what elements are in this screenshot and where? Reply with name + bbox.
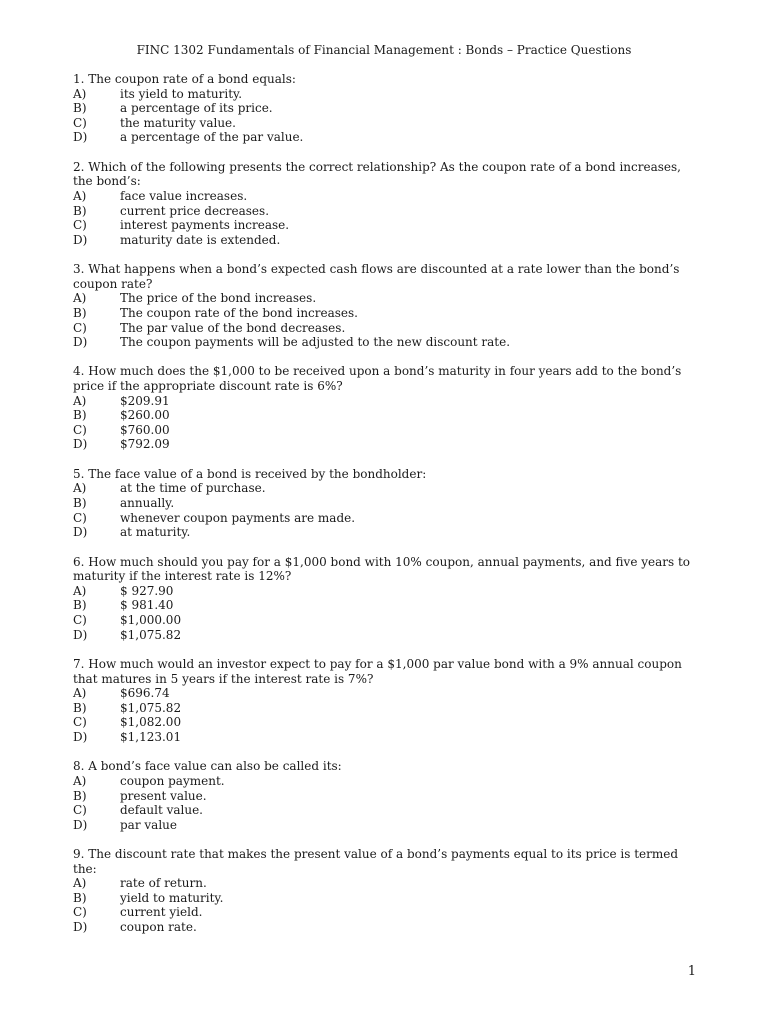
option-text: $1,075.82 — [120, 627, 182, 642]
option-text: interest payments increase. — [120, 218, 290, 233]
option-text: The coupon rate of the bond increases. — [120, 305, 358, 320]
question-stem: 9. The discount rate that makes the present value of a bond’s payments equal to its price is termed the: — [73, 847, 679, 876]
option-text: a percentage of the par value. — [120, 130, 304, 145]
option-letter: B) — [73, 101, 87, 116]
answer-option — [73, 803, 693, 818]
option-letter: D) — [73, 729, 88, 744]
option-letter: D) — [73, 437, 88, 452]
option-letter: D) — [73, 920, 88, 935]
question-stem: 5. The face value of a bond is received by the bondholder: — [73, 466, 427, 481]
answer-option — [73, 628, 693, 643]
option-letter: A) — [73, 393, 87, 408]
question-stem: 1. The coupon rate of a bond equals: — [73, 72, 296, 86]
answer-option — [73, 437, 693, 452]
option-text: $792.09 — [120, 437, 170, 452]
option-letter: B) — [73, 496, 87, 511]
answer-option — [73, 306, 693, 321]
answer-option — [73, 423, 693, 438]
question-stem: 3. What happens when a bond’s expected cash flows are discounted at a rate lower than the bond’s coupon rate? — [73, 262, 680, 291]
option-text: par value — [120, 817, 177, 832]
question-stem: 2. Which of the following presents the correct relationship? As the coupon rate of a bond increases, the bond’s: — [73, 159, 681, 189]
option-text: The price of the bond increases. — [120, 291, 317, 306]
answer-option — [73, 876, 693, 891]
option-letter: A) — [73, 188, 87, 203]
option-text: maturity date is extended. — [120, 232, 281, 247]
option-letter: C) — [73, 218, 87, 233]
question-9 — [73, 847, 693, 935]
option-letter: D) — [73, 130, 88, 145]
option-letter: D) — [73, 817, 88, 832]
answer-option — [73, 774, 693, 789]
question-2 — [73, 160, 693, 248]
answer-option — [73, 701, 693, 716]
option-letter: B) — [73, 700, 87, 715]
question-stem: 7. How much would an investor expect to pay for a $1,000 par value bond with a 9% annual coupon that matures in 5 years if the interest rate is 7%? — [73, 656, 682, 686]
answer-option — [73, 920, 693, 935]
question-8 — [73, 759, 693, 832]
option-letter: A) — [73, 291, 87, 306]
answer-option — [73, 394, 693, 409]
option-text: face value increases. — [120, 188, 248, 203]
option-letter: B) — [73, 408, 87, 423]
option-text: The coupon payments will be adjusted to the new discount rate. — [120, 335, 511, 350]
option-letter: C) — [73, 422, 87, 437]
option-letter: C) — [73, 715, 87, 730]
option-text: the maturity value. — [120, 115, 236, 130]
answer-option — [73, 789, 693, 804]
answer-option — [73, 496, 693, 511]
answer-option — [73, 408, 693, 423]
option-letter: B) — [73, 890, 87, 905]
option-text: The par value of the bond decreases. — [120, 320, 346, 335]
option-text: at the time of purchase. — [120, 481, 266, 496]
option-letter: D) — [73, 335, 88, 350]
question-1 — [73, 72, 693, 145]
option-letter: C) — [73, 510, 87, 525]
option-letter: A) — [73, 86, 87, 101]
answer-option — [73, 481, 693, 496]
document-title: FINC 1302 Fundamentals of Financial Management : Bonds – Practice Questions — [136, 43, 632, 57]
question-stem: 4. How much does the $1,000 to be received upon a bond’s maturity in four years add to the bond’s price if the appropriate discount rate is 6%? — [73, 364, 682, 394]
answer-option — [73, 204, 693, 219]
option-text: rate of return. — [120, 876, 207, 891]
question-stem: 6. How much should you pay for a $1,000 bond with 10% coupon, annual payments, and five years to maturity if the interest rate is 12%? — [73, 554, 691, 584]
option-text: $ 927.90 — [120, 583, 174, 598]
option-text: $760.00 — [120, 422, 170, 437]
option-text: $1,123.01 — [120, 729, 182, 744]
option-text: whenever coupon payments are made. — [120, 510, 356, 525]
option-text: at maturity. — [120, 525, 191, 540]
question-6 — [73, 555, 693, 643]
answer-option — [73, 335, 693, 350]
answer-option — [73, 584, 693, 599]
answer-option — [73, 291, 693, 306]
answer-option — [73, 130, 693, 145]
option-letter: A) — [73, 481, 87, 496]
option-text: $696.74 — [120, 686, 170, 701]
option-letter: C) — [73, 115, 87, 130]
option-letter: C) — [73, 803, 87, 818]
option-text: $1,075.82 — [120, 700, 182, 715]
option-letter: D) — [73, 232, 88, 247]
answer-option — [73, 715, 693, 730]
option-letter: B) — [73, 788, 87, 803]
option-text: yield to maturity. — [120, 890, 224, 905]
question-5 — [73, 467, 693, 540]
answer-option — [73, 598, 693, 613]
option-text: present value. — [120, 788, 207, 803]
answer-option — [73, 730, 693, 745]
answer-option — [73, 511, 693, 526]
answer-option — [73, 686, 693, 701]
answer-option — [73, 218, 693, 233]
page-number: 1 — [687, 964, 696, 979]
option-letter: D) — [73, 525, 88, 540]
option-letter: C) — [73, 612, 87, 627]
answer-option — [73, 818, 693, 833]
answer-option — [73, 189, 693, 204]
answer-option — [73, 116, 693, 131]
option-text: current yield. — [120, 905, 203, 920]
option-text: default value. — [120, 803, 203, 818]
option-letter: B) — [73, 203, 87, 218]
answer-option — [73, 321, 693, 336]
answer-option — [73, 101, 693, 116]
option-text: $1,082.00 — [120, 715, 182, 730]
answer-option — [73, 233, 693, 248]
option-letter: B) — [73, 305, 87, 320]
option-text: $1,000.00 — [120, 612, 182, 627]
option-text: coupon payment. — [120, 773, 225, 788]
answer-option — [73, 525, 693, 540]
answer-option — [73, 905, 693, 920]
option-letter: B) — [73, 598, 87, 613]
question-stem: 8. A bond’s face value can also be called its: — [73, 759, 342, 774]
question-3 — [73, 262, 693, 350]
question-7 — [73, 657, 693, 745]
option-text: annually. — [120, 496, 175, 511]
option-letter: A) — [73, 583, 87, 598]
option-letter: C) — [73, 320, 87, 335]
option-letter: A) — [73, 773, 87, 788]
answer-option — [73, 87, 693, 102]
option-text: current price decreases. — [120, 203, 270, 218]
option-text: $209.91 — [120, 393, 170, 408]
option-letter: C) — [73, 905, 87, 920]
option-letter: A) — [73, 686, 87, 701]
option-letter: D) — [73, 627, 88, 642]
option-text: $ 981.40 — [120, 598, 174, 613]
question-list — [73, 72, 693, 949]
answer-option — [73, 891, 693, 906]
option-text: a percentage of its price. — [120, 101, 273, 116]
option-letter: A) — [73, 876, 87, 891]
option-text: coupon rate. — [120, 920, 197, 935]
answer-option — [73, 613, 693, 628]
option-text: its yield to maturity. — [120, 86, 243, 101]
question-4 — [73, 364, 693, 452]
option-text: $260.00 — [120, 408, 170, 423]
